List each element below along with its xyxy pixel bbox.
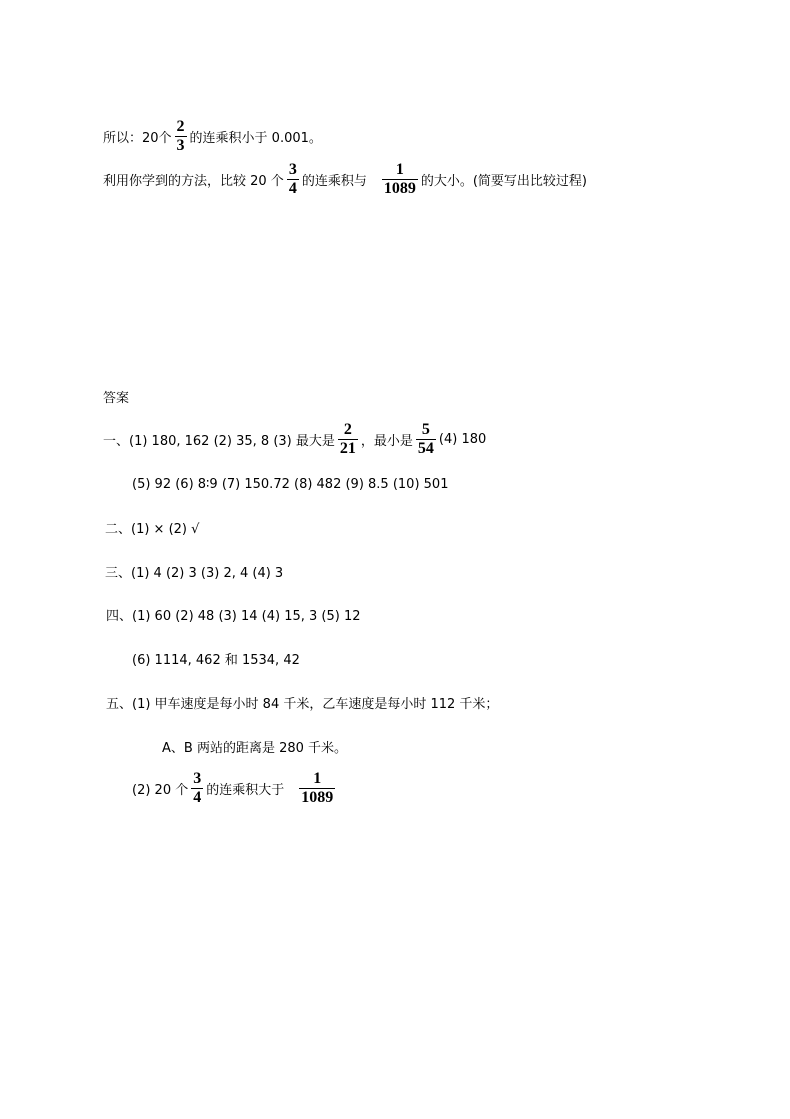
fraction-denominator: 3: [176, 136, 185, 154]
answer-section-1-line-1: [103, 419, 486, 459]
question-intro-line: [103, 116, 322, 156]
answer-section-4-line-2: [132, 648, 300, 668]
intro-suffix: 的连乘积小于 0.001。: [189, 130, 322, 146]
s1-prefix: 一、(1) 180, 162 (2) 35, 8 (3) 最大是: [103, 433, 335, 449]
s4-line1-text: 四、(1) 60 (2) 48 (3) 14 (4) 15, 3 (5) 12: [106, 608, 361, 624]
fraction-numerator: 1: [313, 769, 322, 787]
fraction-numerator: 2: [343, 420, 352, 438]
answer-section-5-line-3: [132, 768, 338, 808]
fraction-denominator: 21: [339, 439, 356, 457]
answer-section-2: [105, 517, 199, 537]
fraction-one-over-1089: [299, 770, 335, 807]
s5-line3-mid: 的连乘积大于: [206, 782, 285, 798]
fraction-denominator: 1089: [383, 179, 416, 197]
s4-line2-text: (6) 1114, 462 和 1534, 42: [132, 652, 300, 668]
answers-heading: [103, 386, 129, 406]
s5-line2-text: A、B 两站的距离是 280 千米。: [162, 740, 348, 756]
s1-line2-text: (5) 92 (6) 8∶9 (7) 150.72 (8) 482 (9) 8.5 (10) 501: [132, 476, 449, 492]
s3-text: 三、(1) 4 (2) 3 (3) 2, 4 (4) 3: [105, 565, 284, 581]
fraction-three-quarters: [191, 770, 203, 807]
fraction-two-thirds: [175, 118, 187, 155]
s1-suffix: (4) 180: [438, 431, 487, 447]
fraction-denominator: 4: [193, 788, 202, 806]
fraction-one-over-1089: [382, 161, 418, 198]
s5-line3-prefix: (2) 20 个: [132, 782, 189, 798]
s1-mid: ，最小是: [360, 433, 413, 449]
fraction-five-over-54: [416, 421, 436, 458]
answers-heading-text: 答案: [103, 390, 130, 406]
intro-prefix: 所以：20个: [103, 130, 172, 146]
answer-section-3: [105, 561, 283, 581]
fraction-numerator: 3: [288, 160, 297, 178]
fraction-numerator: 3: [193, 769, 202, 787]
answer-section-5-line-1: [106, 692, 498, 712]
answer-section-5-line-2: [162, 736, 347, 756]
fraction-numerator: 5: [421, 420, 430, 438]
s5-line1-text: 五、(1) 甲车速度是每小时 84 千米，乙车速度是每小时 112 千米；: [106, 696, 499, 712]
fraction-numerator: 2: [176, 117, 185, 135]
question-task-line: [103, 159, 587, 199]
fraction-numerator: 1: [395, 160, 404, 178]
answer-section-4-line-1: [106, 604, 361, 624]
fraction-three-quarters: [287, 161, 299, 198]
task-suffix: 的大小。(简要写出比较过程): [420, 173, 587, 189]
fraction-denominator: 4: [288, 179, 297, 197]
s2-text: 二、(1) × (2) √: [105, 521, 200, 537]
fraction-denominator: 54: [417, 439, 434, 457]
answer-section-1-line-2: [132, 474, 448, 494]
fraction-two-over-21: [338, 421, 358, 458]
task-prefix: 利用你学到的方法，比较 20 个: [103, 173, 284, 189]
task-mid: 的连乘积与: [301, 173, 367, 189]
fraction-denominator: 1089: [301, 788, 334, 806]
